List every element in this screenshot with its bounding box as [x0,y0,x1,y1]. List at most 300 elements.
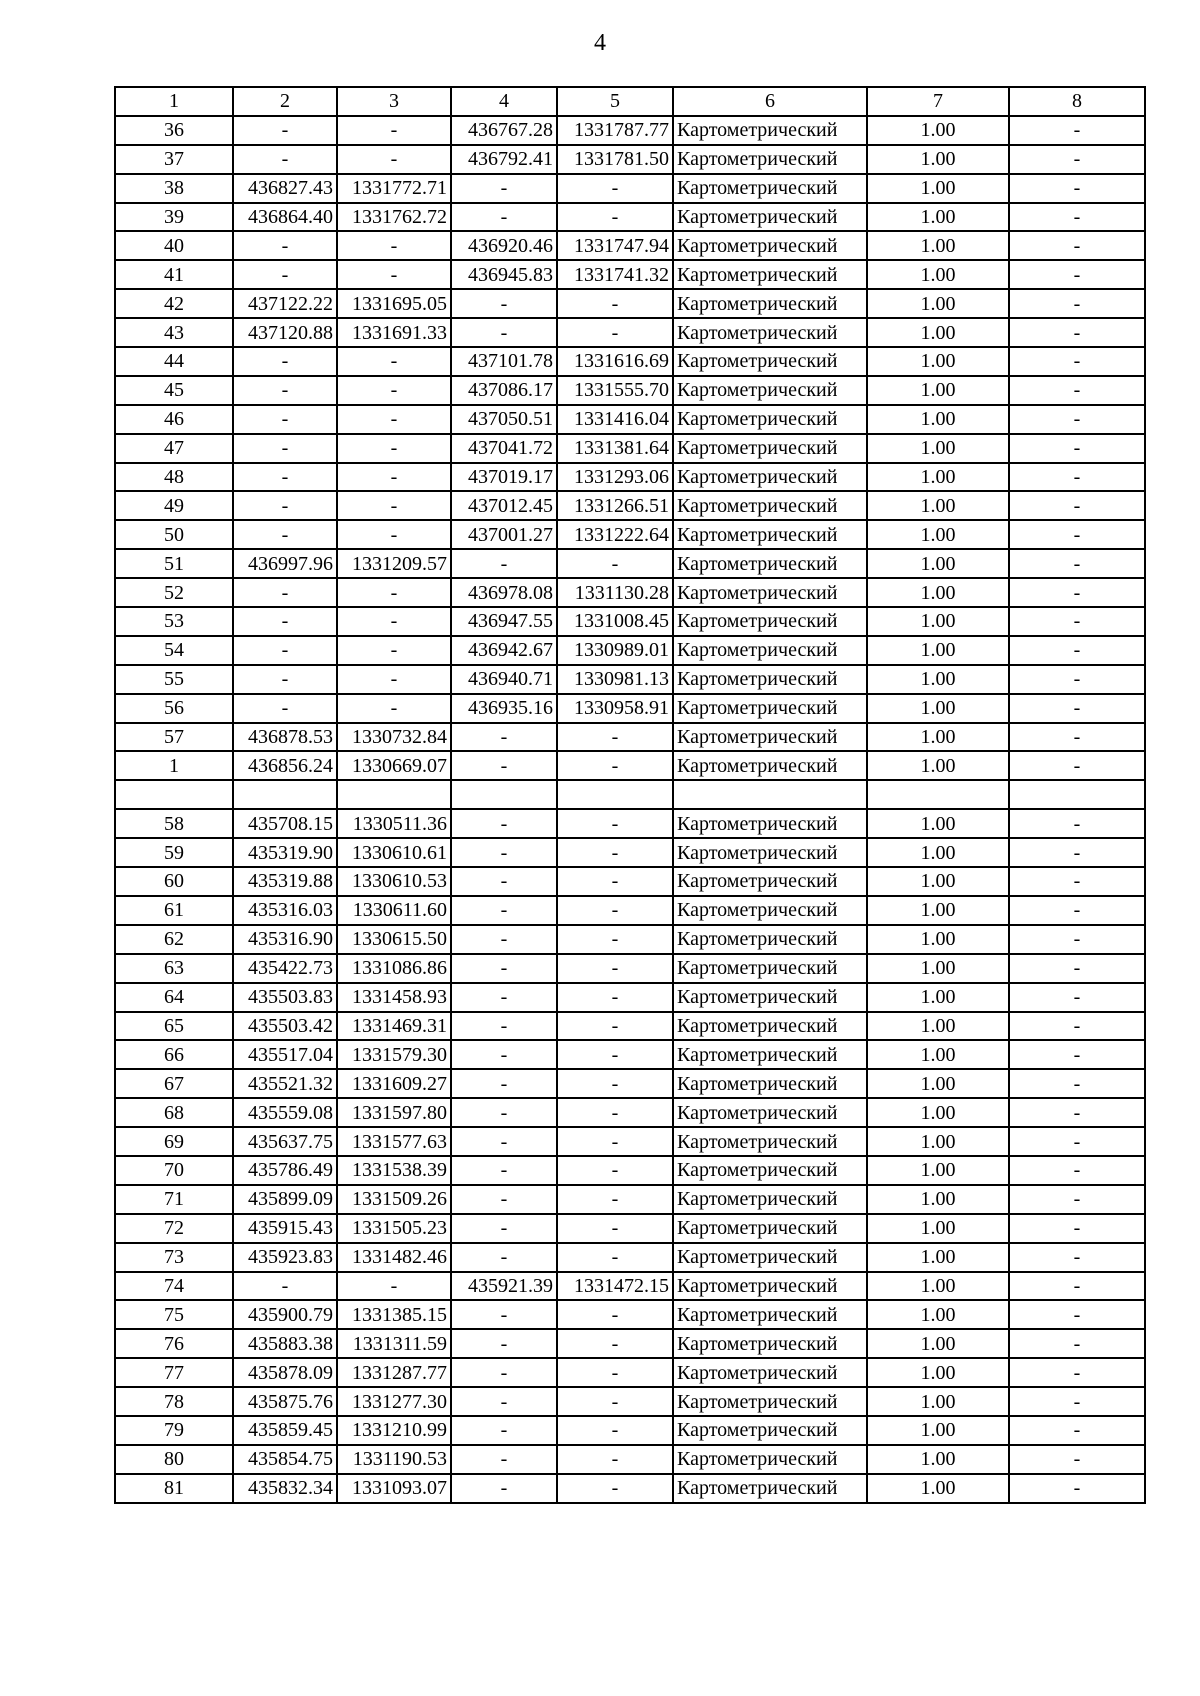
table-cell: - [1009,1012,1145,1041]
table-row [115,1156,1145,1185]
table-cell: - [337,116,451,145]
table-row [115,174,1145,203]
table-row [115,1069,1145,1098]
table-cell: 435832.34 [233,1474,337,1503]
table-cell: - [1009,405,1145,434]
table-cell: - [451,1387,557,1416]
table-cell: 1330615.50 [337,925,451,954]
table-cell [557,780,673,809]
table-row [115,1185,1145,1214]
table-cell: Картометрический [673,463,867,492]
table-cell: 1.00 [867,954,1009,983]
table-cell: - [557,1445,673,1474]
table-cell: Картометрический [673,1040,867,1069]
table-cell: 58 [115,809,233,838]
table-cell: - [1009,665,1145,694]
table-cell: - [1009,1156,1145,1185]
table-cell: 435503.83 [233,983,337,1012]
table-row [115,1300,1145,1329]
table-cell: - [557,1185,673,1214]
table-cell: 1331093.07 [337,1474,451,1503]
table-cell: - [1009,983,1145,1012]
table-cell: Картометрический [673,809,867,838]
table-cell: - [1009,809,1145,838]
table-cell: 437019.17 [451,463,557,492]
table-cell: 49 [115,491,233,520]
table-cell: - [337,231,451,260]
table-cell: - [557,1214,673,1243]
table-cell: - [1009,1300,1145,1329]
table-cell: - [337,578,451,607]
table-cell: 1331577.63 [337,1127,451,1156]
table-row [115,405,1145,434]
table-cell: 67 [115,1069,233,1098]
table-cell: 1.00 [867,260,1009,289]
table-cell: - [1009,491,1145,520]
table-cell: Картометрический [673,665,867,694]
table-row [115,260,1145,289]
table-cell: 55 [115,665,233,694]
table-cell: 436827.43 [233,174,337,203]
table-cell: - [233,116,337,145]
table-cell: - [451,1127,557,1156]
table-cell: - [451,838,557,867]
coordinates-table [114,86,1146,1504]
table-cell: 1.00 [867,838,1009,867]
table-cell: Картометрический [673,1243,867,1272]
table-cell: - [337,607,451,636]
table-cell: 435878.09 [233,1358,337,1387]
table-cell: - [557,896,673,925]
table-cell: 1331691.33 [337,318,451,347]
table-cell: 59 [115,838,233,867]
column-header-1: 1 [115,87,233,116]
table-cell: 435915.43 [233,1214,337,1243]
table-cell: - [557,751,673,780]
table-cell: - [1009,607,1145,636]
table-cell: 36 [115,116,233,145]
table-cell [867,780,1009,809]
table-cell: 75 [115,1300,233,1329]
table-cell: Картометрический [673,116,867,145]
table-cell: 1331609.27 [337,1069,451,1098]
table-cell: 1.00 [867,694,1009,723]
table-cell [673,780,867,809]
table-cell: - [451,1474,557,1503]
table-cell: Картометрический [673,260,867,289]
table-cell: - [557,723,673,752]
table-cell: - [1009,1098,1145,1127]
table-cell: 1.00 [867,809,1009,838]
page-number: 4 [594,30,606,56]
table-cell: 437120.88 [233,318,337,347]
table-cell: - [1009,636,1145,665]
table-cell: 1.00 [867,1127,1009,1156]
column-header-2: 2 [233,87,337,116]
table-row [115,723,1145,752]
table-cell: - [1009,520,1145,549]
table-cell: - [557,1156,673,1185]
table-cell: - [557,1387,673,1416]
table-row [115,665,1145,694]
table-cell: 1331287.77 [337,1358,451,1387]
table-cell: - [451,896,557,925]
table-cell: 436947.55 [451,607,557,636]
table-cell: - [1009,694,1145,723]
table-cell: - [1009,1069,1145,1098]
table-cell: - [233,520,337,549]
table-cell: - [557,838,673,867]
table-cell: 1331772.71 [337,174,451,203]
table-cell: Картометрический [673,838,867,867]
table-cell: - [337,694,451,723]
table-cell: 435786.49 [233,1156,337,1185]
table-cell: - [1009,231,1145,260]
table-cell: - [557,925,673,954]
table-cell: Картометрический [673,289,867,318]
table-cell: - [233,636,337,665]
column-header-4: 4 [451,87,557,116]
table-cell: 42 [115,289,233,318]
table-cell: - [1009,289,1145,318]
table-cell: 437001.27 [451,520,557,549]
table-cell: Картометрический [673,1156,867,1185]
table-cell: 1.00 [867,1300,1009,1329]
table-cell: Картометрический [673,954,867,983]
table-cell: 1.00 [867,231,1009,260]
table-cell: - [337,376,451,405]
table-row [115,578,1145,607]
table-row [115,145,1145,174]
table-cell: 56 [115,694,233,723]
table-cell: - [557,1012,673,1041]
table-cell: 1.00 [867,549,1009,578]
table-cell: - [451,1329,557,1358]
table-row [115,1243,1145,1272]
table-cell: 1331597.80 [337,1098,451,1127]
table-cell: - [1009,549,1145,578]
table-cell: - [451,174,557,203]
table-cell: Картометрический [673,231,867,260]
table-row [115,434,1145,463]
table-cell: 436978.08 [451,578,557,607]
table-cell: 53 [115,607,233,636]
table-cell: 1330610.53 [337,867,451,896]
table-cell: 1.00 [867,636,1009,665]
table-cell: - [1009,1214,1145,1243]
table-cell: - [1009,578,1145,607]
table-cell: 37 [115,145,233,174]
table-cell: Картометрический [673,549,867,578]
table-row [115,1012,1145,1041]
table-cell: - [1009,896,1145,925]
table-cell: 436942.67 [451,636,557,665]
table-cell: - [337,665,451,694]
table-cell: - [451,1098,557,1127]
table-cell: 52 [115,578,233,607]
table-cell: - [233,145,337,174]
table-cell: 437122.22 [233,289,337,318]
column-header-5: 5 [557,87,673,116]
table-cell: Картометрический [673,896,867,925]
table-cell: 40 [115,231,233,260]
table-cell: 38 [115,174,233,203]
table-cell: 1331293.06 [557,463,673,492]
table-row [115,867,1145,896]
table-row [115,780,1145,809]
table-cell: 435921.39 [451,1272,557,1301]
table-cell: 74 [115,1272,233,1301]
table-cell: 61 [115,896,233,925]
table-cell: 68 [115,1098,233,1127]
table-cell: 436920.46 [451,231,557,260]
table-cell: 1331781.50 [557,145,673,174]
table-row [115,203,1145,232]
table-cell: 54 [115,636,233,665]
table-cell: - [233,694,337,723]
table-cell: - [451,723,557,752]
table-cell: 1330989.01 [557,636,673,665]
table-cell: - [557,954,673,983]
table-cell: 1.00 [867,1243,1009,1272]
table-cell: 47 [115,434,233,463]
table-cell: 81 [115,1474,233,1503]
table-cell: 1331741.32 [557,260,673,289]
table-cell: 435899.09 [233,1185,337,1214]
table-cell: Картометрический [673,1474,867,1503]
table-cell: 1331616.69 [557,347,673,376]
table-cell: Картометрический [673,1098,867,1127]
table-row [115,491,1145,520]
table-cell: 437041.72 [451,434,557,463]
table-cell: - [451,1358,557,1387]
table-cell: - [451,318,557,347]
table-cell: 1.00 [867,751,1009,780]
table-cell: 1330958.91 [557,694,673,723]
table-cell: - [557,867,673,896]
table-cell: 435422.73 [233,954,337,983]
table-cell: - [1009,463,1145,492]
table-cell: - [451,549,557,578]
table-cell: - [451,1040,557,1069]
table-cell: Картометрический [673,1069,867,1098]
table-cell: - [451,925,557,954]
table-cell: 435900.79 [233,1300,337,1329]
table-cell: - [337,491,451,520]
table-cell: - [557,1329,673,1358]
table-cell: 57 [115,723,233,752]
table-cell: 1331762.72 [337,203,451,232]
table-cell: - [451,954,557,983]
table-row [115,116,1145,145]
table-cell: 1.00 [867,1445,1009,1474]
column-header-3: 3 [337,87,451,116]
table-cell: 1.00 [867,318,1009,347]
table-cell: 1331482.46 [337,1243,451,1272]
table-cell: 436792.41 [451,145,557,174]
table-cell: - [557,1040,673,1069]
table-cell: Картометрический [673,983,867,1012]
table-cell: 1.00 [867,520,1009,549]
table-cell: 50 [115,520,233,549]
table-row [115,289,1145,318]
table-cell: 1331277.30 [337,1387,451,1416]
table-cell: - [557,549,673,578]
table-cell: 60 [115,867,233,896]
table-cell: 79 [115,1416,233,1445]
table-cell: 44 [115,347,233,376]
table-cell: - [233,578,337,607]
table-cell: - [557,289,673,318]
table-cell: - [337,463,451,492]
table-cell: Картометрический [673,1272,867,1301]
table-cell: - [337,260,451,289]
table-cell: 1331747.94 [557,231,673,260]
table-cell: 435319.90 [233,838,337,867]
table-cell: - [557,1300,673,1329]
table-cell: 1331008.45 [557,607,673,636]
table-row [115,231,1145,260]
table-cell: 1.00 [867,434,1009,463]
table-cell: 46 [115,405,233,434]
table-cell: 65 [115,1012,233,1041]
table-row [115,549,1145,578]
table-cell: - [451,751,557,780]
table-cell: 73 [115,1243,233,1272]
table-cell: - [1009,925,1145,954]
table-cell: Картометрический [673,1127,867,1156]
table-cell: 1330981.13 [557,665,673,694]
table-cell: 1.00 [867,1012,1009,1041]
table-cell: 1.00 [867,174,1009,203]
table-cell: - [1009,203,1145,232]
table-row [115,925,1145,954]
table-cell: - [1009,1387,1145,1416]
table-cell: 1331385.15 [337,1300,451,1329]
table-cell: 43 [115,318,233,347]
table-row [115,838,1145,867]
table-cell: 1.00 [867,1387,1009,1416]
table-cell: - [557,318,673,347]
table-cell: 1.00 [867,376,1009,405]
column-header-6: 6 [673,87,867,116]
table-cell: - [451,1416,557,1445]
table-cell: - [233,376,337,405]
table-row [115,1098,1145,1127]
table-cell: 64 [115,983,233,1012]
table-row [115,896,1145,925]
table-cell: 1.00 [867,203,1009,232]
table-cell: - [557,1474,673,1503]
table-cell: 1331086.86 [337,954,451,983]
table-cell [337,780,451,809]
table-cell: 1.00 [867,289,1009,318]
table-cell: 1.00 [867,1272,1009,1301]
table-cell: 1 [115,751,233,780]
table-cell: - [557,1243,673,1272]
table-row [115,1214,1145,1243]
table-cell: Картометрический [673,867,867,896]
table-cell: 51 [115,549,233,578]
table-row [115,1040,1145,1069]
table-row [115,751,1145,780]
table-row [115,1387,1145,1416]
table-cell: Картометрический [673,578,867,607]
table-row [115,636,1145,665]
table-cell: - [557,1098,673,1127]
table-cell: - [233,1272,337,1301]
table-cell: 437012.45 [451,491,557,520]
table-cell: - [233,260,337,289]
table-cell: - [1009,145,1145,174]
table-cell: - [451,1185,557,1214]
table-cell: 1331190.53 [337,1445,451,1474]
column-header-8: 8 [1009,87,1145,116]
table-cell: 45 [115,376,233,405]
table-row [115,1445,1145,1474]
table-row [115,607,1145,636]
table-cell: - [1009,1329,1145,1358]
table-cell: 1.00 [867,463,1009,492]
table-cell: - [1009,1185,1145,1214]
table-cell [233,780,337,809]
table-cell: 1.00 [867,867,1009,896]
table-cell: 436935.16 [451,694,557,723]
table-cell: - [337,347,451,376]
table-cell: 435708.15 [233,809,337,838]
table-cell [451,780,557,809]
table-cell: - [1009,1243,1145,1272]
table-cell: Картометрический [673,1012,867,1041]
table-cell: 1.00 [867,896,1009,925]
table-cell: 436878.53 [233,723,337,752]
table-cell: Картометрический [673,376,867,405]
table-cell: - [337,145,451,174]
table-row [115,520,1145,549]
table-cell: 1.00 [867,1069,1009,1098]
table-cell: 1.00 [867,1474,1009,1503]
table-cell: 1.00 [867,1329,1009,1358]
table-cell: - [1009,723,1145,752]
table-row [115,463,1145,492]
table-row [115,376,1145,405]
table-cell: 436945.83 [451,260,557,289]
table-cell: 435316.90 [233,925,337,954]
table-cell: 70 [115,1156,233,1185]
header-row [115,87,1145,116]
table-cell: 1.00 [867,1214,1009,1243]
table-cell: Картометрический [673,145,867,174]
table-cell: Картометрический [673,405,867,434]
table-cell: Картометрический [673,607,867,636]
table-row [115,1358,1145,1387]
table-cell: - [1009,376,1145,405]
table-cell: - [451,1300,557,1329]
table-cell: - [1009,1416,1145,1445]
table-cell: 1.00 [867,607,1009,636]
table-cell: 436997.96 [233,549,337,578]
table-cell: Картометрический [673,1416,867,1445]
table-row [115,1272,1145,1301]
table-cell: 436767.28 [451,116,557,145]
table-cell: - [337,405,451,434]
table-cell: 1331695.05 [337,289,451,318]
table-cell: 435883.38 [233,1329,337,1358]
table-cell: - [451,203,557,232]
table-cell: - [557,1127,673,1156]
table-cell: 435319.88 [233,867,337,896]
table-row [115,1329,1145,1358]
